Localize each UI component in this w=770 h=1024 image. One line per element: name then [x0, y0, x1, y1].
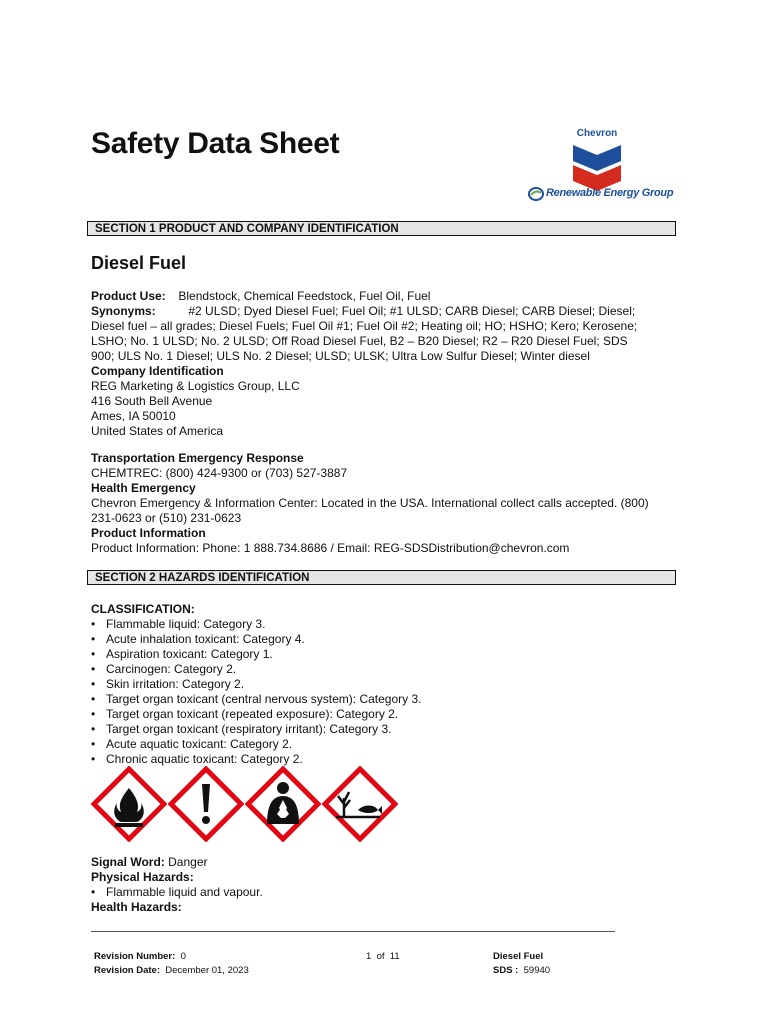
list-item: • Aspiration toxicant: Category 1.	[91, 647, 273, 661]
revision-date-value: December 01, 2023	[165, 965, 249, 976]
flame-icon	[91, 766, 167, 842]
signal-word-row	[91, 855, 683, 870]
list-item: • Target organ toxicant (repeated exposure): Category 2.	[91, 707, 399, 721]
page-title: Safety Data Sheet	[91, 127, 340, 160]
reg-logo-text: Renewable Energy Group	[546, 187, 674, 199]
synonyms-row	[91, 304, 683, 319]
signal-word-label: Signal Word:	[91, 855, 165, 869]
physical-hazards-label: Physical Hazards:	[91, 870, 194, 884]
list-item: • Chronic aquatic toxicant: Category 2.	[91, 752, 303, 766]
chevron-logo	[566, 128, 628, 194]
transport-emergency-value: CHEMTREC: (800) 424-9300 or (703) 527-3887	[91, 466, 348, 480]
page-total: 11	[389, 951, 400, 962]
synonyms-line: #2 ULSD; Dyed Diesel Fuel; Fuel Oil; #1 ULSD; CARB Diesel; CARB Diesel; Diesel;	[188, 304, 636, 318]
product-information-value: Product Information: Phone: 1 888.734.8686 / Email: REG-SDSDistribution@chevron.com	[91, 541, 570, 555]
classification-block	[91, 602, 683, 767]
page-of: of	[376, 951, 385, 962]
product-identification-block	[91, 289, 683, 439]
product-use-value: Blendstock, Chemical Feedstock, Fuel Oil, Fuel	[178, 289, 431, 303]
revision-number-value: 0	[180, 951, 186, 962]
list-item: • Skin irritation: Category 2.	[91, 677, 245, 691]
hazard-statements-block	[91, 855, 683, 915]
product-use-row	[91, 289, 683, 304]
synonyms-line: Diesel fuel – all grades; Diesel Fuels; Fuel Oil #1; Fuel Oil #2; Heating oil; HO; HSHO; Kero; Kerosene;	[91, 319, 638, 333]
footer-revision-info	[94, 950, 249, 978]
health-emergency-label: Health Emergency	[91, 481, 196, 495]
company-street: 416 South Bell Avenue	[91, 394, 213, 408]
emergency-contacts-block	[91, 451, 683, 556]
health-hazard-icon	[245, 766, 321, 842]
synonyms-line: LSHO; No. 1 ULSD; No. 2 ULSD; Off Road Diesel Fuel, B2 – B20 Diesel; R2 – R20 Diesel Fuel; SDS	[91, 334, 628, 348]
page-number	[366, 950, 400, 964]
list-item: • Acute inhalation toxicant: Category 4.	[91, 632, 305, 646]
section-1-heading: SECTION 1 PRODUCT AND COMPANY IDENTIFICATION	[87, 221, 676, 236]
signal-word-value: Danger	[168, 855, 208, 869]
company-city: Ames, IA 50010	[91, 409, 176, 423]
synonyms-label: Synonyms:	[91, 304, 156, 318]
page-current: 1	[366, 951, 372, 962]
reg-swirl-icon	[528, 187, 544, 201]
health-emergency-value: Chevron Emergency & Information Center: Located in the USA. International collect calls accepted. (800)	[91, 496, 649, 510]
health-hazards-label: Health Hazards:	[91, 900, 182, 914]
physical-hazards-list	[91, 885, 683, 900]
exclamation-mark-icon	[168, 766, 244, 842]
list-item: • Target organ toxicant (central nervous system): Category 3.	[91, 692, 422, 706]
footer-product-name: Diesel Fuel	[493, 951, 544, 962]
synonyms-line: 900; ULS No. 1 Diesel; ULS No. 2 Diesel; ULSD; ULSK; Ultra Low Sulfur Diesel; Winter diesel	[91, 349, 590, 363]
transport-emergency-label: Transportation Emergency Response	[91, 451, 304, 465]
reg-logo	[528, 186, 674, 204]
health-emergency-value-cont: 231-0623 or (510) 231-0623	[91, 511, 242, 525]
product-name: Diesel Fuel	[91, 253, 187, 273]
sds-label: SDS :	[493, 965, 519, 976]
chevron-logo-text: Chevron	[576, 128, 618, 139]
company-name: REG Marketing & Logistics Group, LLC	[91, 379, 300, 393]
revision-number-label: Revision Number:	[94, 951, 176, 962]
ghs-pictograms	[91, 766, 411, 842]
sds-number: 59940	[523, 965, 551, 976]
footer-divider	[91, 931, 615, 932]
list-item: • Acute aquatic toxicant: Category 2.	[91, 737, 293, 751]
footer-product	[493, 950, 550, 978]
classification-list	[91, 617, 683, 767]
product-use-label: Product Use:	[91, 289, 166, 303]
list-item: • Carcinogen: Category 2.	[91, 662, 237, 676]
company-identification-label: Company Identification	[91, 364, 224, 378]
chevron-hallmark-icon	[573, 141, 621, 191]
list-item: • Flammable liquid and vapour.	[91, 885, 263, 899]
classification-label: CLASSIFICATION:	[91, 602, 195, 616]
revision-date-label: Revision Date:	[94, 965, 160, 976]
section-2-heading: SECTION 2 HAZARDS IDENTIFICATION	[87, 570, 676, 585]
product-information-label: Product Information	[91, 526, 206, 540]
environment-icon	[322, 766, 398, 842]
list-item: • Target organ toxicant (respiratory irritant): Category 3.	[91, 722, 392, 736]
company-country: United States of America	[91, 424, 224, 438]
list-item: • Flammable liquid: Category 3.	[91, 617, 266, 631]
